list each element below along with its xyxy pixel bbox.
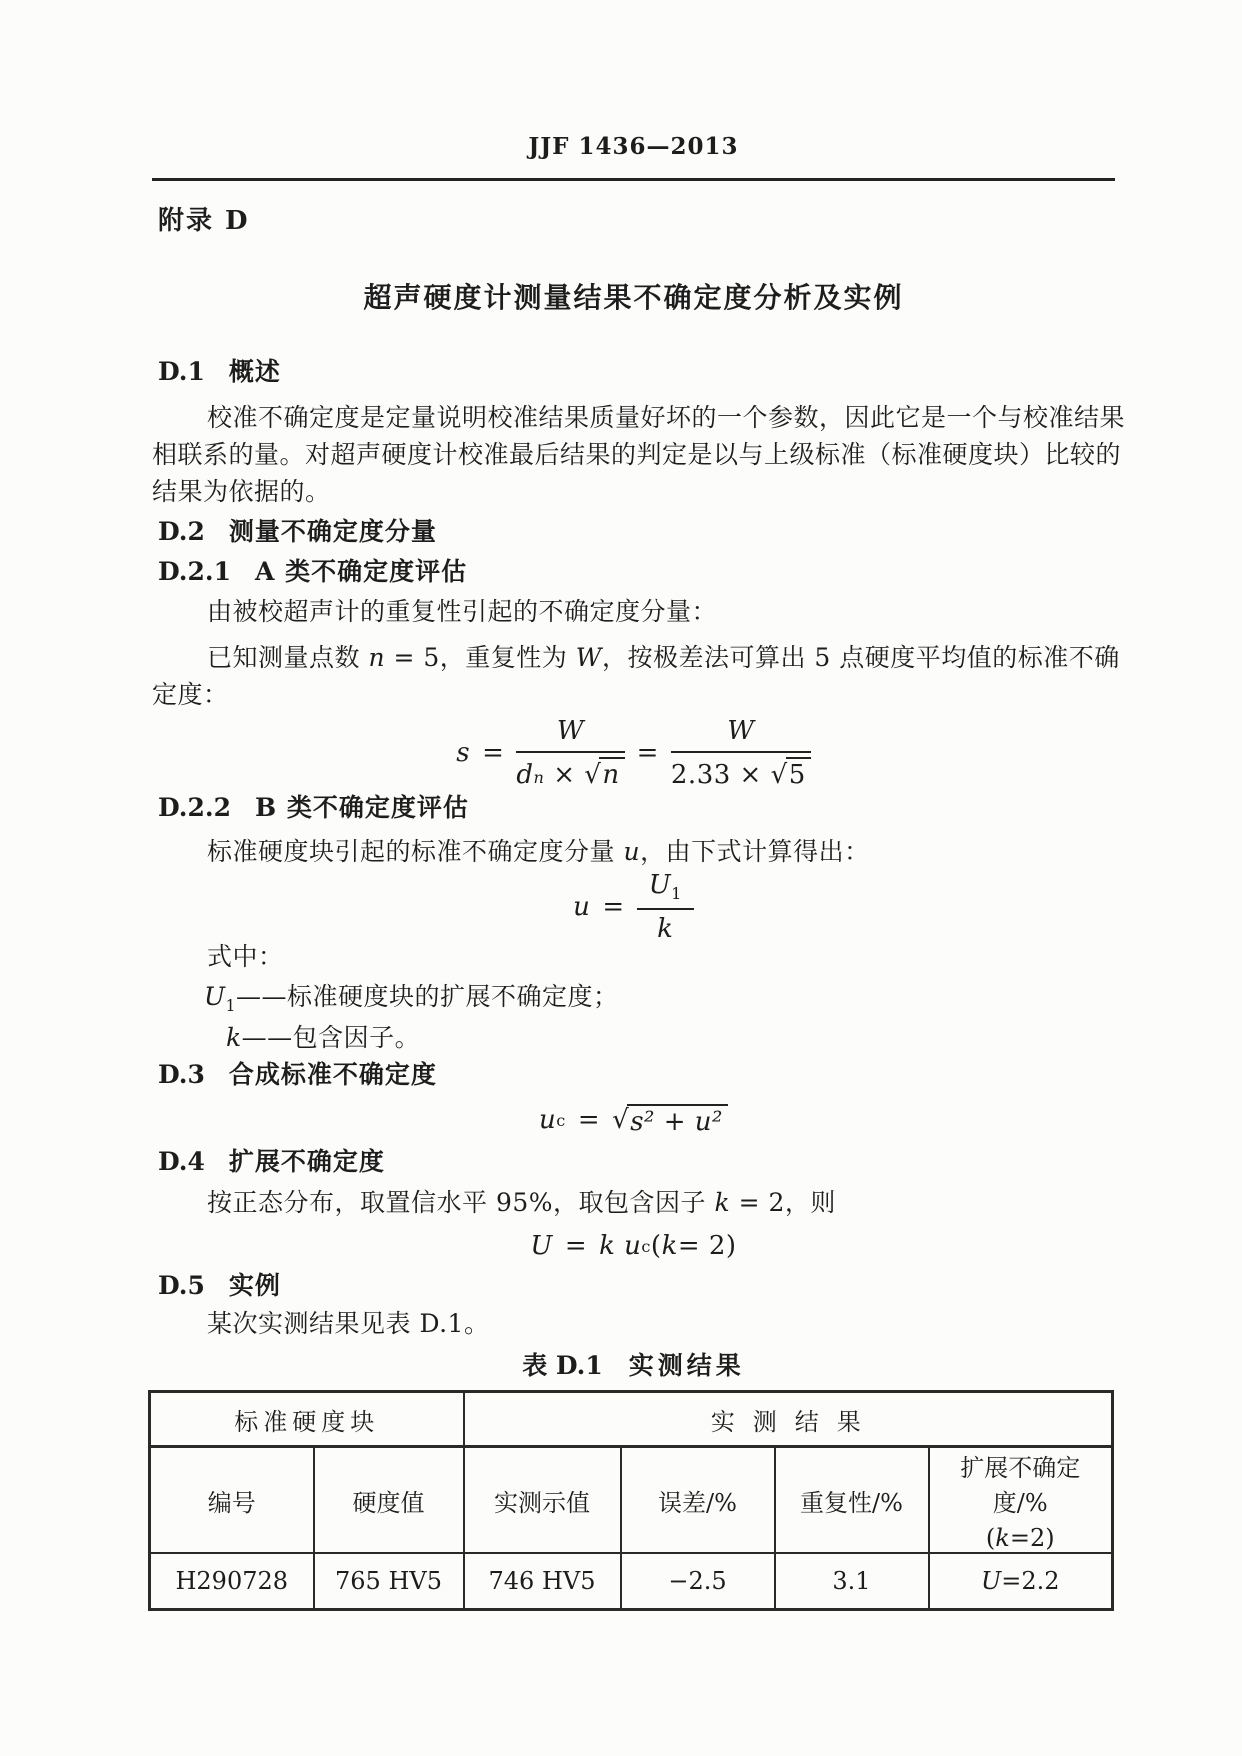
section-title: 测量不确定度分量 (228, 517, 437, 546)
paragraph-d4 (152, 1184, 1115, 1222)
section-number: D.2.1 (158, 557, 231, 586)
radicand-s2-u2: s² + u² (627, 1104, 728, 1137)
variable-k: k (995, 1524, 1010, 1552)
paragraph-d21-intro: 由被校超声计的重复性引起的不确定度分量： (207, 597, 718, 626)
section-number: D.1 (158, 357, 205, 386)
paren-rest: =2) (1009, 1524, 1055, 1552)
equals-sign: = (636, 737, 659, 768)
section-title: 扩展不确定度 (228, 1147, 385, 1176)
times-sign: × (544, 759, 585, 790)
section-number: D.3 (158, 1060, 205, 1089)
text-run: ，由下式计算得出： (640, 837, 870, 866)
variable-u-cap: U (530, 1231, 553, 1261)
paragraph-d21-cont: 定度： (152, 680, 229, 709)
paragraph-d1-line3: 结果为依据的。 (152, 477, 331, 506)
variable-w: W (575, 643, 602, 672)
variable-k: k (714, 1188, 731, 1217)
cell-expanded-uncertainty (929, 1553, 1113, 1610)
variable-d: d (516, 759, 534, 790)
radical-sign: √ (612, 1105, 630, 1135)
column-header-measured: 实测示值 (464, 1447, 621, 1554)
section-title: A 类不确定度评估 (255, 557, 468, 586)
paren-rest: = 2) (677, 1231, 737, 1261)
page-header (152, 133, 1115, 160)
section-heading-d1 (158, 353, 1115, 391)
section-title: B 类不确定度评估 (255, 793, 469, 822)
paren-open: ( (985, 1524, 996, 1552)
coefficient: 2.33 × (670, 759, 771, 790)
group-header-standard-block: 标准硬度块 (150, 1392, 464, 1447)
paragraph-d21-known (152, 639, 1120, 677)
section-title: 概述 (228, 357, 281, 386)
subscript-1: 1 (225, 997, 236, 1015)
variable-s: s (456, 737, 471, 768)
formula-combined-uncertainty (152, 1098, 1115, 1142)
cell-error: −2.5 (621, 1553, 775, 1610)
variable-n: n (368, 643, 386, 672)
variable-u1-base: U (204, 982, 226, 1011)
equals-sign: = (482, 737, 505, 768)
section-heading-d21 (158, 553, 1115, 591)
variable-u: u (623, 837, 641, 866)
section-number: D.4 (158, 1147, 205, 1176)
formula-type-a-uncertainty (152, 705, 1115, 800)
column-header-id: 编号 (150, 1447, 314, 1554)
section-heading-d22 (158, 789, 1115, 827)
paragraph-d5: 某次实测结果见表 D.1。 (207, 1309, 490, 1338)
table-caption-title: 实测结果 (628, 1351, 745, 1380)
cell-hardness-value: 765 HV5 (314, 1553, 464, 1610)
variable-k: k (599, 1231, 616, 1261)
doc-number: JJF 1436—2013 (528, 133, 739, 160)
variable-k: k (661, 1231, 678, 1261)
subscript-n: n (533, 767, 545, 787)
variable-uc-base: u (539, 1105, 557, 1135)
fraction (671, 716, 811, 790)
variable-u-cap: U (980, 1567, 1002, 1595)
uncertainty-header-line1: 扩展不确定度/% (960, 1454, 1081, 1517)
section-title: 合成标准不确定度 (228, 1060, 437, 1089)
radical-sign: √ (770, 759, 788, 790)
radicand-5: 5 (786, 757, 811, 790)
text-run: ，按极差法可算出 5 点硬度平均值的标准不确 (601, 643, 1120, 672)
formula-expanded-uncertainty (152, 1226, 1115, 1266)
numerator-u1-base: U (648, 869, 672, 900)
header-rule (152, 178, 1115, 181)
table-caption (152, 1346, 1115, 1382)
definition-text: ——标准硬度块的扩展不确定度； (235, 982, 619, 1011)
uncertainty-header-line2 (934, 1524, 1108, 1552)
equals-sign: = (577, 1105, 601, 1135)
column-header-hardness: 硬度值 (314, 1447, 464, 1554)
measured-results-table (148, 1390, 1114, 1611)
cell-repeatability: 3.1 (775, 1553, 929, 1610)
definition-text: ——包含因子。 (241, 1023, 421, 1052)
cell-block-id: H290728 (150, 1553, 314, 1610)
section-number: D.2.2 (158, 793, 231, 822)
subscript-1: 1 (671, 884, 682, 904)
numerator-w: W (727, 715, 755, 746)
text-run: 按正态分布，取置信水平 95%，取包含因子 (207, 1188, 715, 1217)
variable-u: u (573, 892, 591, 922)
numerator-w: W (556, 715, 585, 746)
page-content (152, 0, 1126, 1756)
paragraph-d1-line1: 校准不确定度是定量说明校准结果质量好坏的一个参数，因此它是一个与校准结果 (207, 403, 1126, 432)
section-heading-d4 (158, 1143, 1115, 1181)
group-header-measured-results: 实测结果 (464, 1392, 1113, 1447)
equals-sign: = (602, 892, 625, 922)
fraction (637, 870, 694, 944)
fraction (516, 716, 624, 790)
text-run: = 2，则 (730, 1188, 836, 1217)
variable-k: k (226, 1023, 242, 1052)
table-data-row (150, 1553, 1113, 1610)
paren-open: ( (650, 1231, 662, 1261)
radical-sign: √ (584, 759, 602, 790)
section-heading-d2 (158, 513, 1115, 551)
text-run: 标准硬度块引起的标准不确定度分量 (207, 837, 624, 866)
radicand-n: n (599, 757, 624, 790)
table-group-header-row (150, 1392, 1113, 1447)
value-text: =2.2 (1001, 1567, 1060, 1595)
column-header-repeatability: 重复性/% (775, 1447, 929, 1554)
table-caption-label: 表 D.1 (522, 1351, 603, 1380)
table-column-header-row (150, 1447, 1113, 1554)
section-number: D.5 (158, 1271, 205, 1300)
equals-sign: = (564, 1231, 588, 1261)
cell-measured-value: 746 HV5 (464, 1553, 621, 1610)
denominator-k: k (657, 914, 674, 945)
variable-uc-base: u (624, 1231, 642, 1261)
section-heading-d5 (158, 1267, 1115, 1305)
document-title: 超声硬度计测量结果不确定度分析及实例 (363, 281, 904, 314)
appendix-label (158, 200, 1115, 237)
section-title: 实例 (228, 1271, 281, 1300)
text-run: = 5，重复性为 (385, 643, 576, 672)
appendix-label-text: 附录 D (158, 206, 250, 236)
section-heading-d3 (158, 1056, 1115, 1094)
subscript-c: c (641, 1236, 651, 1256)
paragraph-d1-line2: 相联系的量。对超声硬度计校准最后结果的判定是以与上级标准（标准硬度块）比较的 (152, 440, 1122, 469)
paragraph-d22-intro (152, 833, 1115, 871)
text-run: 已知测量点数 (207, 643, 369, 672)
where-u1-definition (204, 978, 1115, 1025)
column-header-error: 误差/% (621, 1447, 775, 1554)
section-number: D.2 (158, 517, 205, 546)
subscript-c: c (556, 1110, 566, 1130)
where-k-definition (226, 1019, 1115, 1057)
formula-type-b-uncertainty (152, 867, 1115, 947)
column-header-expanded-uncertainty (929, 1447, 1113, 1554)
where-label: 式中： (207, 942, 284, 971)
